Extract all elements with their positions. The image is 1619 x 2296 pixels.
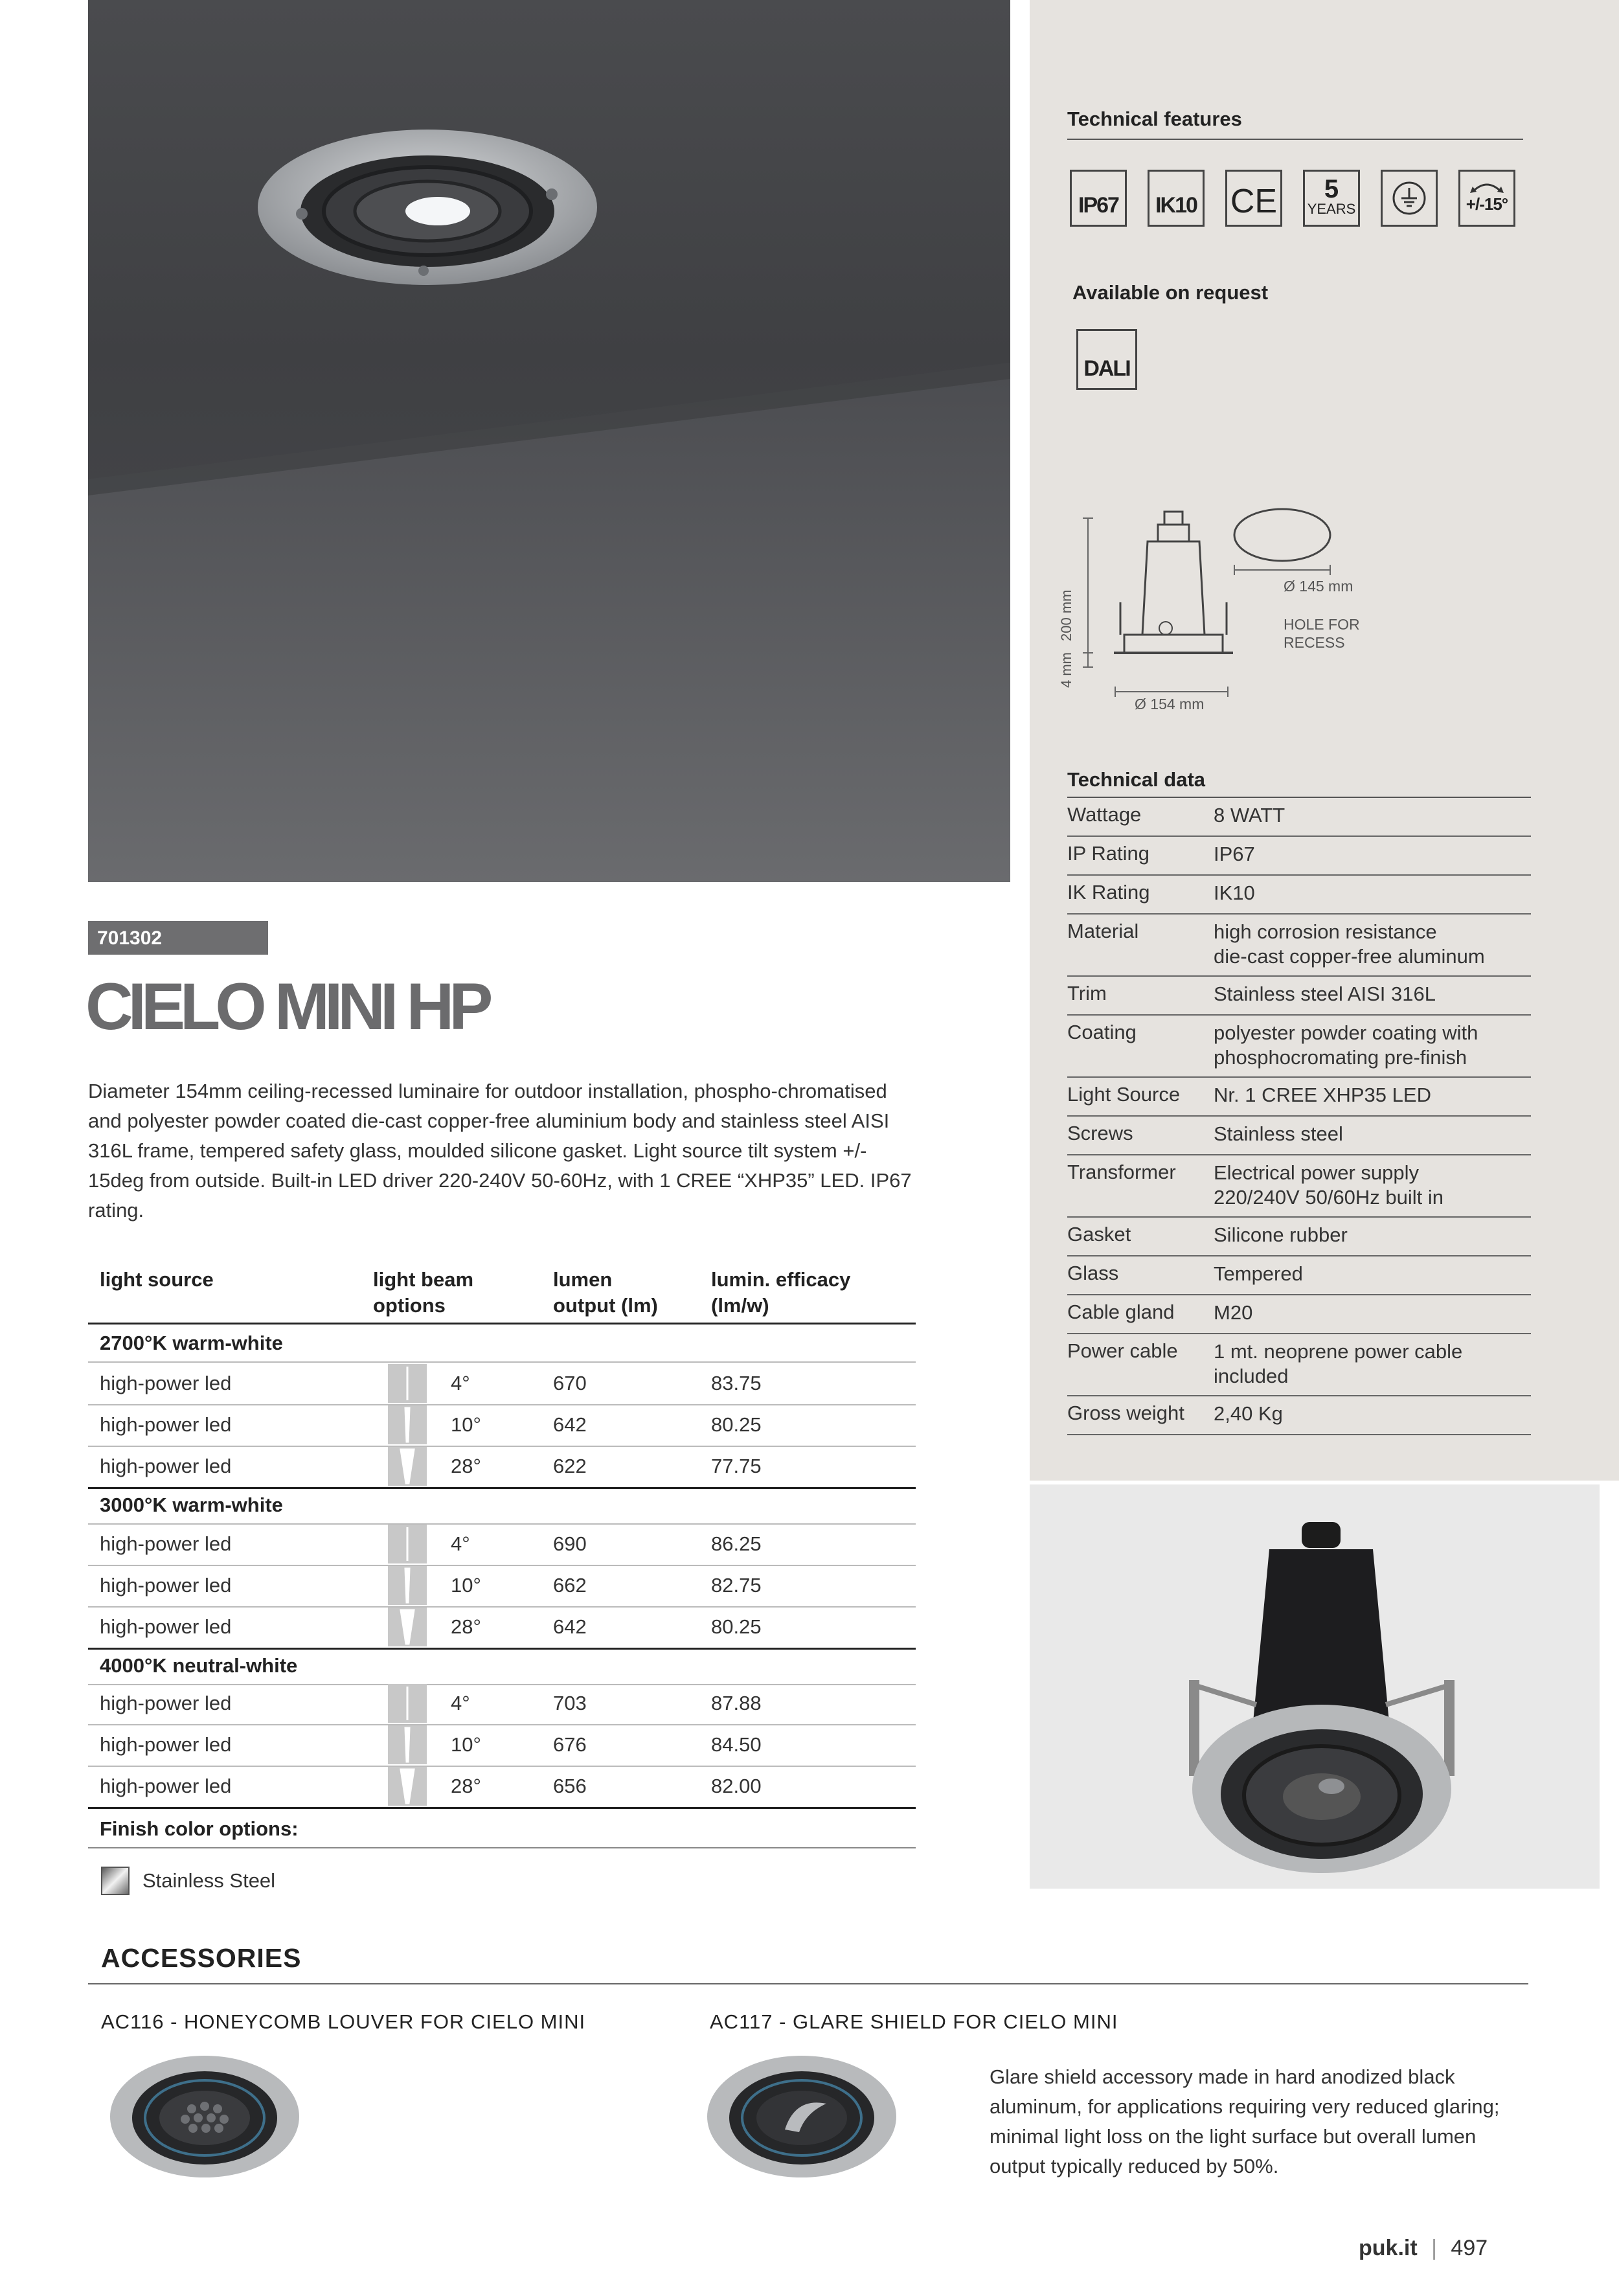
tech-label: Screws bbox=[1067, 1122, 1133, 1144]
tech-label: Cable gland bbox=[1067, 1301, 1175, 1323]
accessory-ac117-description: Glare shield accessory made in hard anodized black aluminum, for applications requiring very reduced glaring; minimal light loss on the light surface but overall lumen output typically reduced by 50%. bbox=[990, 2065, 1500, 2177]
group-title: 3000°K warm-white bbox=[100, 1494, 283, 1516]
dali-label: DALI bbox=[1083, 356, 1130, 381]
tech-row-transformer bbox=[1067, 1155, 1531, 1218]
footer-separator: | bbox=[1431, 2236, 1437, 2260]
col-header-light-beam: light beam options bbox=[373, 1268, 474, 1317]
cell-beam: 4° bbox=[451, 1532, 470, 1555]
tech-label: Light Source bbox=[1067, 1083, 1181, 1106]
table-row bbox=[88, 1767, 916, 1809]
cell-efficacy: 82.00 bbox=[711, 1775, 762, 1797]
col-header-efficacy: lumin. efficacy (lm/w) bbox=[711, 1268, 851, 1317]
tech-value: Silicone rubber bbox=[1214, 1223, 1348, 1246]
product-description: Diameter 154mm ceiling-recessed luminaire for outdoor installation, phospho-chromatised and polyester powder coated die-cast copper-free aluminium body and stainless steel AISI 316L frame, tempered safety glass, moulded silicone gasket. Light source tilt system +/- 15deg from outside. Built-in LED driver 220-240V 50-60Hz, with 1 CREE “XHP35” LED. IP67 rating. bbox=[88, 1080, 912, 1222]
cell-efficacy: 80.25 bbox=[711, 1413, 762, 1436]
beam-glyph bbox=[388, 1447, 427, 1486]
cell-lumen: 656 bbox=[553, 1775, 587, 1797]
beam-28deg-icon bbox=[388, 1447, 427, 1486]
accessories-title: ACCESSORIES bbox=[101, 1943, 302, 1973]
tech-value: Electrical power supply 220/240V 50/60Hz built in bbox=[1214, 1161, 1444, 1209]
cell-lumen: 676 bbox=[553, 1733, 587, 1756]
dali-icon bbox=[1076, 329, 1137, 390]
hero-product-photo bbox=[88, 0, 1010, 882]
ce-mark-icon bbox=[1225, 170, 1282, 227]
accessory-ac117-title: AC117 - GLARE SHIELD FOR CIELO MINI bbox=[710, 2010, 1118, 2033]
ceiling-illustration bbox=[88, 0, 1010, 882]
product-code: 701302 bbox=[97, 927, 163, 949]
tech-value: 1 mt. neoprene power cable included bbox=[1214, 1340, 1463, 1387]
tech-label: Coating bbox=[1067, 1021, 1137, 1043]
finish-options-rule bbox=[88, 1847, 916, 1848]
product-code-badge bbox=[88, 921, 268, 955]
group-title: 2700°K warm-white bbox=[100, 1332, 283, 1354]
tech-label: Trim bbox=[1067, 982, 1107, 1005]
cell-beam: 10° bbox=[451, 1413, 481, 1436]
cell-source: high-power led bbox=[100, 1413, 232, 1436]
ik10-label: IK10 bbox=[1155, 193, 1197, 218]
tilt-label: +/-15° bbox=[1466, 194, 1508, 214]
accessory-ac116-image bbox=[108, 2052, 302, 2181]
beam-4deg-icon bbox=[388, 1684, 427, 1723]
page-footer bbox=[1359, 2236, 1488, 2261]
table-row bbox=[88, 1447, 916, 1489]
drawing-hole-label: HOLE FOR RECESS bbox=[1284, 616, 1360, 651]
tech-row-glass bbox=[1067, 1256, 1531, 1295]
ip67-icon bbox=[1070, 170, 1127, 227]
ce-label: CE bbox=[1230, 183, 1278, 220]
cell-beam: 4° bbox=[451, 1692, 470, 1714]
tech-row-power-cable bbox=[1067, 1334, 1531, 1396]
tech-row-trim bbox=[1067, 977, 1531, 1016]
product-photo bbox=[1030, 1484, 1600, 1889]
beam-glyph bbox=[388, 1405, 427, 1444]
warranty-years-number: 5 bbox=[1324, 175, 1339, 203]
accessories-rule bbox=[88, 1983, 1528, 1984]
cell-efficacy: 77.75 bbox=[711, 1455, 762, 1477]
beam-shape bbox=[405, 1569, 409, 1602]
drawing-lines-svg bbox=[1062, 505, 1386, 719]
beam-4deg-icon bbox=[388, 1364, 427, 1403]
beam-glyph bbox=[388, 1364, 427, 1403]
cell-beam: 28° bbox=[451, 1615, 481, 1638]
tech-value: IP67 bbox=[1214, 843, 1255, 865]
tech-row-ik-rating bbox=[1067, 876, 1531, 915]
cell-source: high-power led bbox=[100, 1692, 232, 1714]
luminaire-illustration bbox=[1030, 1484, 1600, 1889]
beam-shape bbox=[405, 1728, 409, 1762]
cell-lumen: 642 bbox=[553, 1413, 587, 1436]
col-header-lumen-output: lumen output (lm) bbox=[553, 1268, 658, 1317]
tech-label: Wattage bbox=[1067, 803, 1142, 826]
table-row bbox=[88, 1364, 916, 1405]
cell-source: high-power led bbox=[100, 1455, 232, 1477]
beam-glyph bbox=[388, 1566, 427, 1605]
cell-beam: 10° bbox=[451, 1733, 481, 1756]
table-row bbox=[88, 1725, 916, 1767]
cell-beam: 28° bbox=[451, 1775, 481, 1797]
cell-source: high-power led bbox=[100, 1532, 232, 1555]
tilt-icon bbox=[1458, 170, 1515, 227]
cell-source: high-power led bbox=[100, 1574, 232, 1597]
warranty-icon bbox=[1303, 170, 1360, 227]
tilt-arc-svg bbox=[1467, 177, 1506, 194]
cell-source: high-power led bbox=[100, 1372, 232, 1394]
beam-shape bbox=[401, 1769, 414, 1803]
tech-row-gross-weight bbox=[1067, 1396, 1531, 1435]
cell-beam: 28° bbox=[451, 1455, 481, 1477]
drawing-rim-label: 4 mm bbox=[1058, 652, 1074, 688]
accessory-ac117-image bbox=[705, 2052, 899, 2181]
beam-28deg-icon bbox=[388, 1767, 427, 1806]
table-header-rule bbox=[88, 1323, 916, 1324]
table-row bbox=[88, 1566, 916, 1608]
tech-value: M20 bbox=[1214, 1301, 1253, 1324]
col-header-light-source: light source bbox=[100, 1268, 214, 1291]
tech-value: polyester powder coating with phosphocromating pre-finish bbox=[1214, 1021, 1478, 1069]
cell-source: high-power led bbox=[100, 1615, 232, 1638]
technical-data-title: Technical data bbox=[1067, 768, 1206, 791]
table-row bbox=[88, 1405, 916, 1447]
cell-beam: 10° bbox=[451, 1574, 481, 1597]
drawing-height-label: 200 mm bbox=[1058, 589, 1074, 641]
page-number: 497 bbox=[1451, 2236, 1488, 2260]
tech-row-ip-rating bbox=[1067, 837, 1531, 876]
cell-source: high-power led bbox=[100, 1775, 232, 1797]
technical-features-rule bbox=[1067, 139, 1523, 140]
technical-features-title: Technical features bbox=[1067, 108, 1242, 130]
tech-label: Gross weight bbox=[1067, 1402, 1184, 1424]
beam-10deg-icon bbox=[388, 1566, 427, 1605]
cell-source: high-power led bbox=[100, 1733, 232, 1756]
tech-label: Transformer bbox=[1067, 1161, 1176, 1183]
cell-efficacy: 87.88 bbox=[711, 1692, 762, 1714]
tech-value: Stainless steel AISI 316L bbox=[1214, 983, 1436, 1005]
cell-lumen: 622 bbox=[553, 1455, 587, 1477]
beam-shape bbox=[401, 1449, 414, 1483]
tech-label: Glass bbox=[1067, 1262, 1119, 1284]
beam-4deg-icon bbox=[388, 1525, 427, 1563]
tech-value: IK10 bbox=[1214, 881, 1255, 904]
beam-shape bbox=[401, 1610, 414, 1644]
cell-lumen: 662 bbox=[553, 1574, 587, 1597]
tech-value: 8 WATT bbox=[1214, 804, 1285, 826]
tech-value: Tempered bbox=[1214, 1262, 1303, 1285]
beam-glyph bbox=[388, 1608, 427, 1646]
glare-shield-illustration bbox=[705, 2052, 899, 2181]
cell-efficacy: 83.75 bbox=[711, 1372, 762, 1394]
tech-row-coating bbox=[1067, 1016, 1531, 1078]
cell-efficacy: 82.75 bbox=[711, 1574, 762, 1597]
footer-site[interactable]: puk.it bbox=[1359, 2236, 1418, 2260]
ip67-label: IP67 bbox=[1078, 193, 1118, 218]
tech-row-material bbox=[1067, 915, 1531, 977]
table-row bbox=[88, 1525, 916, 1566]
beam-28deg-icon bbox=[388, 1608, 427, 1646]
group-row-2700k bbox=[88, 1325, 916, 1363]
finish-option-label: Stainless Steel bbox=[142, 1869, 276, 1892]
finish-options-title: Finish color options: bbox=[100, 1817, 299, 1840]
warranty-years-label: YEARS bbox=[1307, 201, 1356, 217]
honeycomb-louver-illustration bbox=[108, 2052, 302, 2181]
tech-row-screws bbox=[1067, 1117, 1531, 1155]
cell-efficacy: 84.50 bbox=[711, 1733, 762, 1756]
group-row-3000k bbox=[88, 1487, 916, 1525]
table-row bbox=[88, 1608, 916, 1650]
drawing-hole-diameter-label: Ø 145 mm bbox=[1284, 578, 1353, 595]
cell-lumen: 670 bbox=[553, 1372, 587, 1394]
beam-shape bbox=[405, 1408, 409, 1442]
cell-lumen: 642 bbox=[553, 1615, 587, 1638]
tech-label: Material bbox=[1067, 920, 1139, 942]
tech-label: IP Rating bbox=[1067, 842, 1149, 865]
table-row bbox=[88, 1684, 916, 1725]
beam-glyph bbox=[388, 1725, 427, 1764]
tech-value: Stainless steel bbox=[1214, 1122, 1343, 1145]
tech-label: IK Rating bbox=[1067, 881, 1150, 904]
tech-row-gasket bbox=[1067, 1218, 1531, 1256]
group-row-4000k bbox=[88, 1648, 916, 1685]
technical-drawing bbox=[1058, 505, 1386, 719]
tech-row-cable-gland bbox=[1067, 1295, 1531, 1334]
accessory-ac116-title: AC116 - HONEYCOMB LOUVER FOR CIELO MINI bbox=[101, 2010, 586, 2033]
tech-value: Nr. 1 CREE XHP35 LED bbox=[1214, 1084, 1431, 1106]
stainless-steel-swatch bbox=[101, 1867, 130, 1895]
cell-lumen: 690 bbox=[553, 1532, 587, 1555]
tech-label: Gasket bbox=[1067, 1223, 1131, 1245]
cell-beam: 4° bbox=[451, 1372, 470, 1394]
drawing-diameter-label: Ø 154 mm bbox=[1135, 696, 1205, 712]
beam-10deg-icon bbox=[388, 1725, 427, 1764]
product-name: CIELO MINI HP bbox=[85, 970, 488, 1043]
tech-label: Power cable bbox=[1067, 1339, 1178, 1362]
ground-icon bbox=[1381, 170, 1438, 227]
cell-efficacy: 86.25 bbox=[711, 1532, 762, 1555]
group-title: 4000°K neutral-white bbox=[100, 1654, 298, 1677]
cell-lumen: 703 bbox=[553, 1692, 587, 1714]
ik10-icon bbox=[1148, 170, 1205, 227]
tech-value: high corrosion resistance die-cast copper-free aluminum bbox=[1214, 920, 1485, 968]
cell-efficacy: 80.25 bbox=[711, 1615, 762, 1638]
beam-glyph bbox=[388, 1767, 427, 1806]
tech-row-wattage bbox=[1067, 798, 1531, 837]
beam-glyph bbox=[388, 1525, 427, 1563]
ground-symbol-svg bbox=[1391, 180, 1427, 216]
tech-value: 2,40 Kg bbox=[1214, 1402, 1283, 1425]
tech-row-light-source bbox=[1067, 1078, 1531, 1117]
available-on-request-title: Available on request bbox=[1072, 281, 1269, 304]
beam-10deg-icon bbox=[388, 1405, 427, 1444]
beam-glyph bbox=[388, 1684, 427, 1723]
